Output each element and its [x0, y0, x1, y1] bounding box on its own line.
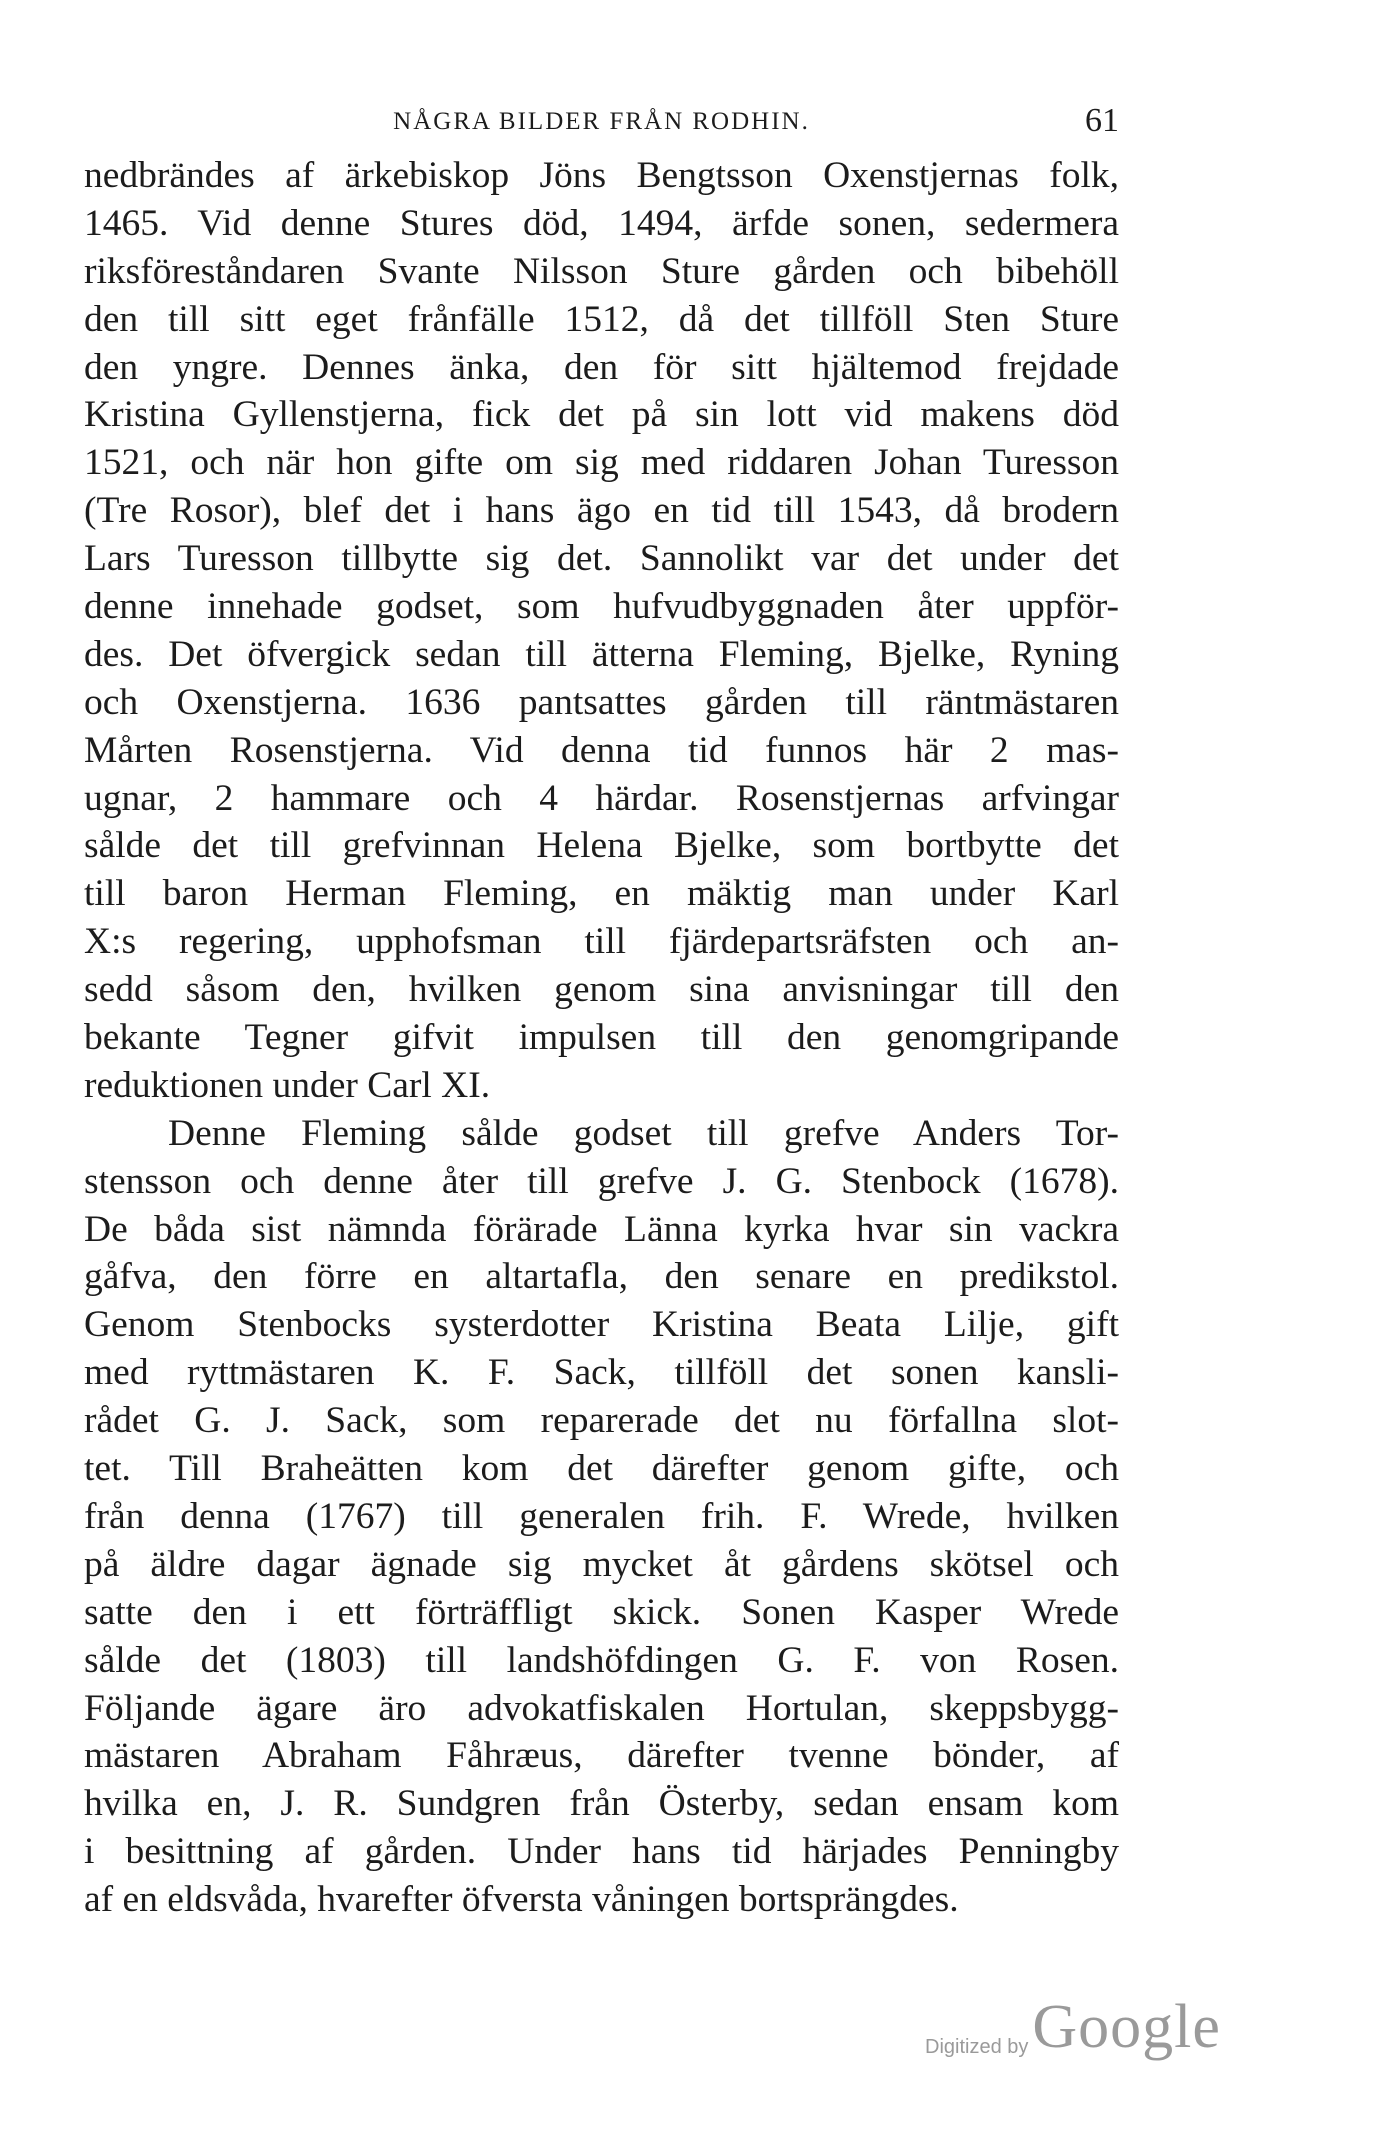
text-line: 1521, och när hon gifte om sig med riddaren Johan Turesson [84, 442, 1119, 484]
text-line: Kristina Gyllenstjerna, fick det på sin lott vid makens död [84, 394, 1119, 436]
text-line: af en eldsvåda, hvarefter öfversta våningen bortsprängdes. [84, 1879, 959, 1921]
digitized-watermark [925, 1992, 1225, 2064]
text-line: X:s regering, upphofsman till fjärdepartsräfsten och an- [84, 921, 1119, 963]
text-line: rådet G. J. Sack, som reparerade det nu förfallna slot- [84, 1400, 1119, 1442]
watermark-prefix: Digitized by [925, 2036, 1029, 2058]
text-line: hvilka en, J. R. Sundgren från Österby, sedan ensam kom [84, 1783, 1119, 1825]
watermark-brand: Google [1032, 1993, 1221, 2061]
page-number: 61 [1085, 102, 1119, 139]
text-line: med ryttmästaren K. F. Sack, tillföll det sonen kansli- [84, 1352, 1119, 1394]
text-line: Genom Stenbocks systerdotter Kristina Beata Lilje, gift [84, 1304, 1119, 1346]
text-line: till baron Herman Fleming, en mäktig man under Karl [84, 873, 1119, 915]
text-line: De båda sist nämnda förärade Länna kyrka hvar sin vackra [84, 1208, 1119, 1250]
text-line: den yngre. Dennes änka, den för sitt hjältemod frejdade [84, 346, 1119, 388]
text-line: 1465. Vid denne Stures död, 1494, ärfde sonen, sedermera [84, 202, 1119, 244]
text-line: i besittning af gården. Under hans tid härjades Penningby [84, 1831, 1119, 1873]
text-line: reduktionen under Carl XI. [84, 1064, 491, 1106]
text-line: sålde det (1803) till landshöfdingen G. F. von Rosen. [84, 1639, 1119, 1681]
text-line: och Oxenstjerna. 1636 pantsattes gården till räntmästaren [84, 681, 1119, 723]
text-line: sedd såsom den, hvilken genom sina anvisningar till den [84, 969, 1119, 1011]
text-line: den till sitt eget frånfälle 1512, då det tillföll Sten Sture [84, 298, 1119, 340]
text-line: från denna (1767) till generalen frih. F. Wrede, hvilken [84, 1495, 1119, 1537]
running-title: NÅGRA BILDER FRÅN RODHIN. [393, 108, 810, 135]
text-line: mästaren Abraham Fåhræus, därefter tvenne bönder, af [84, 1735, 1119, 1777]
text-line: des. Det öfvergick sedan till ätterna Fleming, Bjelke, Ryning [84, 633, 1119, 675]
text-line: ugnar, 2 hammare och 4 härdar. Rosenstjernas arfvingar [84, 777, 1119, 819]
text-line: riksföreståndaren Svante Nilsson Sture gården och bibehöll [84, 250, 1119, 292]
text-line: satte den i ett förträffligt skick. Sonen Kasper Wrede [84, 1591, 1119, 1633]
text-line: denne innehade godset, som hufvudbyggnaden åter uppför- [84, 586, 1119, 628]
page-header [84, 102, 1119, 148]
text-line: Mårten Rosenstjerna. Vid denna tid funnos här 2 mas- [84, 729, 1119, 771]
text-line: sålde det till grefvinnan Helena Bjelke, som bortbytte det [84, 825, 1119, 867]
text-line: (Tre Rosor), blef det i hans ägo en tid till 1543, då brodern [84, 490, 1119, 532]
text-line: Lars Turesson tillbytte sig det. Sannolikt var det under det [84, 538, 1119, 580]
text-line: nedbrändes af ärkebiskop Jöns Bengtsson Oxenstjernas folk, [84, 155, 1119, 196]
text-line: Följande ägare äro advokatfiskalen Hortulan, skeppsbygg- [84, 1687, 1119, 1729]
text-line: gåfva, den förre en altartafla, den senare en predikstol. [84, 1256, 1119, 1298]
paragraph-start-line: Denne Fleming sålde godset till grefve Anders Tor- [168, 1112, 1119, 1154]
text-line: på äldre dagar ägnade sig mycket åt gårdens skötsel och [84, 1543, 1119, 1585]
text-line: tet. Till Braheätten kom det därefter genom gifte, och [84, 1448, 1119, 1490]
text-line: bekante Tegner gifvit impulsen till den genomgripande [84, 1017, 1119, 1059]
body-text [84, 152, 1119, 1924]
text-line: stensson och denne åter till grefve J. G. Stenbock (1678). [84, 1160, 1119, 1202]
